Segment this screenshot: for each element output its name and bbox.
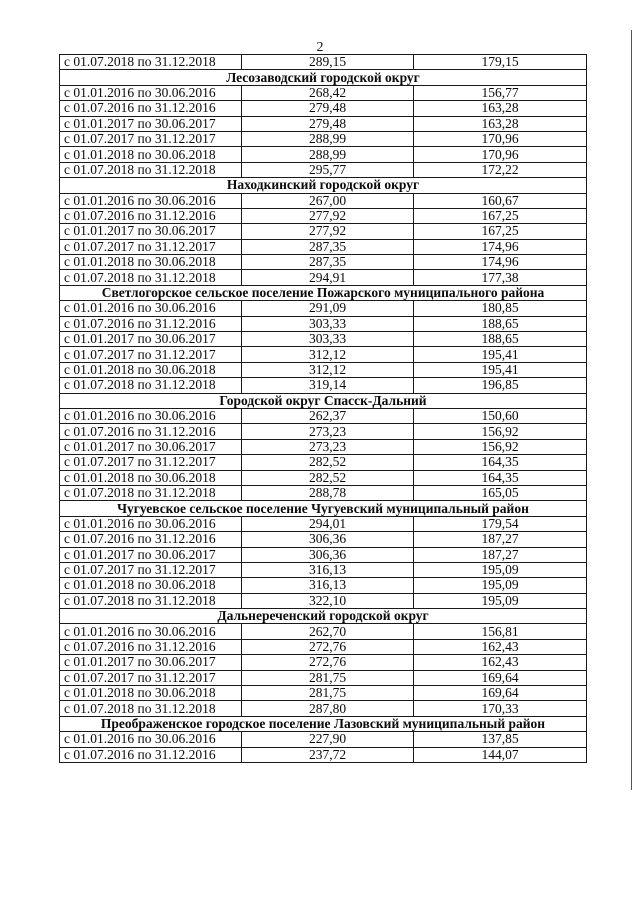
section-header-row [60,70,587,85]
value-1-cell: 287,35 [242,239,414,254]
table-row [60,270,587,285]
section-title: Дальнереченский городской округ [60,609,587,624]
period-cell: с 01.07.2017 по 31.12.2017 [60,131,242,146]
value-1-cell: 277,92 [242,224,414,239]
value-2-cell: 179,15 [414,55,587,70]
value-1-cell: 282,52 [242,455,414,470]
value-2-cell: 187,27 [414,547,587,562]
value-1-cell: 288,99 [242,147,414,162]
value-1-cell: 277,92 [242,208,414,223]
period-cell: с 01.01.2017 по 30.06.2017 [60,547,242,562]
value-1-cell: 273,23 [242,424,414,439]
value-1-cell: 272,76 [242,639,414,654]
period-cell: с 01.07.2018 по 31.12.2018 [60,378,242,393]
period-cell: с 01.07.2018 по 31.12.2018 [60,485,242,500]
value-2-cell: 167,25 [414,208,587,223]
table-row [60,378,587,393]
value-2-cell: 188,65 [414,332,587,347]
period-cell: с 01.01.2016 по 30.06.2016 [60,516,242,531]
value-2-cell: 167,25 [414,224,587,239]
value-1-cell: 306,36 [242,532,414,547]
section-title: Городской округ Спасск-Дальний [60,393,587,408]
table-row [60,424,587,439]
value-2-cell: 170,96 [414,131,587,146]
value-2-cell: 156,77 [414,85,587,100]
value-1-cell: 287,80 [242,701,414,716]
value-2-cell: 195,41 [414,362,587,377]
table-row [60,239,587,254]
value-1-cell: 287,35 [242,255,414,270]
period-cell: с 01.01.2017 по 30.06.2017 [60,224,242,239]
period-cell: с 01.01.2016 по 30.06.2016 [60,408,242,423]
value-2-cell: 174,96 [414,255,587,270]
table-row [60,747,587,762]
scan-edge-line [631,30,632,790]
table-row [60,455,587,470]
table-row [60,147,587,162]
value-2-cell: 179,54 [414,516,587,531]
period-cell: с 01.07.2017 по 31.12.2017 [60,347,242,362]
section-header-row [60,178,587,193]
period-cell: с 01.07.2017 по 31.12.2017 [60,239,242,254]
page-number: 2 [316,40,324,55]
table-row [60,332,587,347]
table-row [60,362,587,377]
table-row [60,224,587,239]
table-row [60,208,587,223]
period-cell: с 01.01.2016 по 30.06.2016 [60,193,242,208]
tariff-table-body [60,55,587,763]
table-row [60,686,587,701]
section-header-row [60,285,587,300]
section-title: Лесозаводский городской округ [60,70,587,85]
value-2-cell: 170,96 [414,147,587,162]
value-2-cell: 162,43 [414,639,587,654]
period-cell: с 01.01.2017 по 30.06.2017 [60,332,242,347]
period-cell: с 01.07.2017 по 31.12.2017 [60,455,242,470]
value-1-cell: 316,13 [242,578,414,593]
section-header-row [60,501,587,516]
value-2-cell: 169,64 [414,670,587,685]
value-2-cell: 195,41 [414,347,587,362]
value-1-cell: 268,42 [242,85,414,100]
table-row [60,408,587,423]
table-row [60,655,587,670]
value-1-cell: 279,48 [242,116,414,131]
value-2-cell: 160,67 [414,193,587,208]
section-title: Находкинский городской округ [60,178,587,193]
period-cell: с 01.07.2016 по 31.12.2016 [60,424,242,439]
value-2-cell: 156,92 [414,424,587,439]
table-row [60,116,587,131]
tariff-table [59,54,587,763]
value-1-cell: 281,75 [242,670,414,685]
table-row [60,85,587,100]
value-2-cell: 195,09 [414,578,587,593]
value-1-cell: 294,91 [242,270,414,285]
value-2-cell: 169,64 [414,686,587,701]
value-2-cell: 156,81 [414,624,587,639]
period-cell: с 01.07.2016 по 31.12.2016 [60,532,242,547]
value-2-cell: 196,85 [414,378,587,393]
period-cell: с 01.01.2018 по 30.06.2018 [60,255,242,270]
value-1-cell: 295,77 [242,162,414,177]
value-2-cell: 137,85 [414,732,587,747]
period-cell: с 01.07.2018 по 31.12.2018 [60,701,242,716]
value-2-cell: 172,22 [414,162,587,177]
table-row [60,470,587,485]
value-1-cell: 279,48 [242,101,414,116]
period-cell: с 01.07.2018 по 31.12.2018 [60,270,242,285]
value-1-cell: 227,90 [242,732,414,747]
period-cell: с 01.01.2018 по 30.06.2018 [60,578,242,593]
table-row [60,701,587,716]
table-row [60,485,587,500]
value-1-cell: 306,36 [242,547,414,562]
period-cell: с 01.07.2018 по 31.12.2018 [60,593,242,608]
table-row [60,255,587,270]
value-1-cell: 237,72 [242,747,414,762]
period-cell: с 01.07.2016 по 31.12.2016 [60,639,242,654]
period-cell: с 01.07.2016 по 31.12.2016 [60,316,242,331]
period-cell: с 01.07.2016 по 31.12.2016 [60,208,242,223]
period-cell: с 01.01.2016 по 30.06.2016 [60,624,242,639]
section-header-row [60,609,587,624]
period-cell: с 01.01.2016 по 30.06.2016 [60,732,242,747]
value-2-cell: 177,38 [414,270,587,285]
value-1-cell: 281,75 [242,686,414,701]
value-1-cell: 303,33 [242,316,414,331]
value-1-cell: 291,09 [242,301,414,316]
value-2-cell: 188,65 [414,316,587,331]
value-2-cell: 162,43 [414,655,587,670]
value-2-cell: 170,33 [414,701,587,716]
period-cell: с 01.07.2017 по 31.12.2017 [60,670,242,685]
period-cell: с 01.01.2017 по 30.06.2017 [60,439,242,454]
value-1-cell: 288,78 [242,485,414,500]
value-1-cell: 272,76 [242,655,414,670]
value-1-cell: 262,37 [242,408,414,423]
period-cell: с 01.01.2018 по 30.06.2018 [60,686,242,701]
value-2-cell: 174,96 [414,239,587,254]
section-title: Светлогорское сельское поселение Пожарского муниципального района [60,285,587,300]
value-1-cell: 322,10 [242,593,414,608]
section-header-row [60,716,587,731]
period-cell: с 01.07.2016 по 31.12.2016 [60,747,242,762]
table-row [60,347,587,362]
value-1-cell: 294,01 [242,516,414,531]
period-cell: с 01.01.2017 по 30.06.2017 [60,655,242,670]
table-row [60,516,587,531]
value-2-cell: 163,28 [414,116,587,131]
period-cell: с 01.01.2018 по 30.06.2018 [60,470,242,485]
value-1-cell: 288,99 [242,131,414,146]
table-row [60,593,587,608]
value-1-cell: 303,33 [242,332,414,347]
table-row [60,547,587,562]
period-cell: с 01.01.2016 по 30.06.2016 [60,301,242,316]
value-2-cell: 163,28 [414,101,587,116]
table-row [60,301,587,316]
value-2-cell: 187,27 [414,532,587,547]
value-2-cell: 180,85 [414,301,587,316]
table-row [60,624,587,639]
table-row [60,131,587,146]
value-1-cell: 312,12 [242,347,414,362]
value-2-cell: 195,09 [414,562,587,577]
table-row [60,101,587,116]
period-cell: с 01.07.2018 по 31.12.2018 [60,55,242,70]
value-2-cell: 150,60 [414,408,587,423]
table-row [60,439,587,454]
value-2-cell: 156,92 [414,439,587,454]
value-1-cell: 312,12 [242,362,414,377]
value-2-cell: 144,07 [414,747,587,762]
table-row [60,162,587,177]
value-1-cell: 316,13 [242,562,414,577]
table-row [60,55,587,70]
table-row [60,562,587,577]
value-1-cell: 267,00 [242,193,414,208]
value-1-cell: 319,14 [242,378,414,393]
period-cell: с 01.07.2017 по 31.12.2017 [60,562,242,577]
table-row [60,732,587,747]
period-cell: с 01.01.2016 по 30.06.2016 [60,85,242,100]
value-2-cell: 195,09 [414,593,587,608]
value-2-cell: 164,35 [414,455,587,470]
value-1-cell: 289,15 [242,55,414,70]
section-header-row [60,393,587,408]
value-2-cell: 165,05 [414,485,587,500]
period-cell: с 01.07.2018 по 31.12.2018 [60,162,242,177]
value-1-cell: 273,23 [242,439,414,454]
table-row [60,316,587,331]
section-title: Чугуевское сельское поселение Чугуевский муниципальный район [60,501,587,516]
period-cell: с 01.01.2018 по 30.06.2018 [60,362,242,377]
table-row [60,532,587,547]
table-row [60,670,587,685]
period-cell: с 01.01.2018 по 30.06.2018 [60,147,242,162]
table-row [60,193,587,208]
value-1-cell: 262,70 [242,624,414,639]
value-2-cell: 164,35 [414,470,587,485]
table-row [60,639,587,654]
section-title: Преображенское городское поселение Лазовский муниципальный район [60,716,587,731]
table-row [60,578,587,593]
period-cell: с 01.07.2016 по 31.12.2016 [60,101,242,116]
value-1-cell: 282,52 [242,470,414,485]
period-cell: с 01.01.2017 по 30.06.2017 [60,116,242,131]
